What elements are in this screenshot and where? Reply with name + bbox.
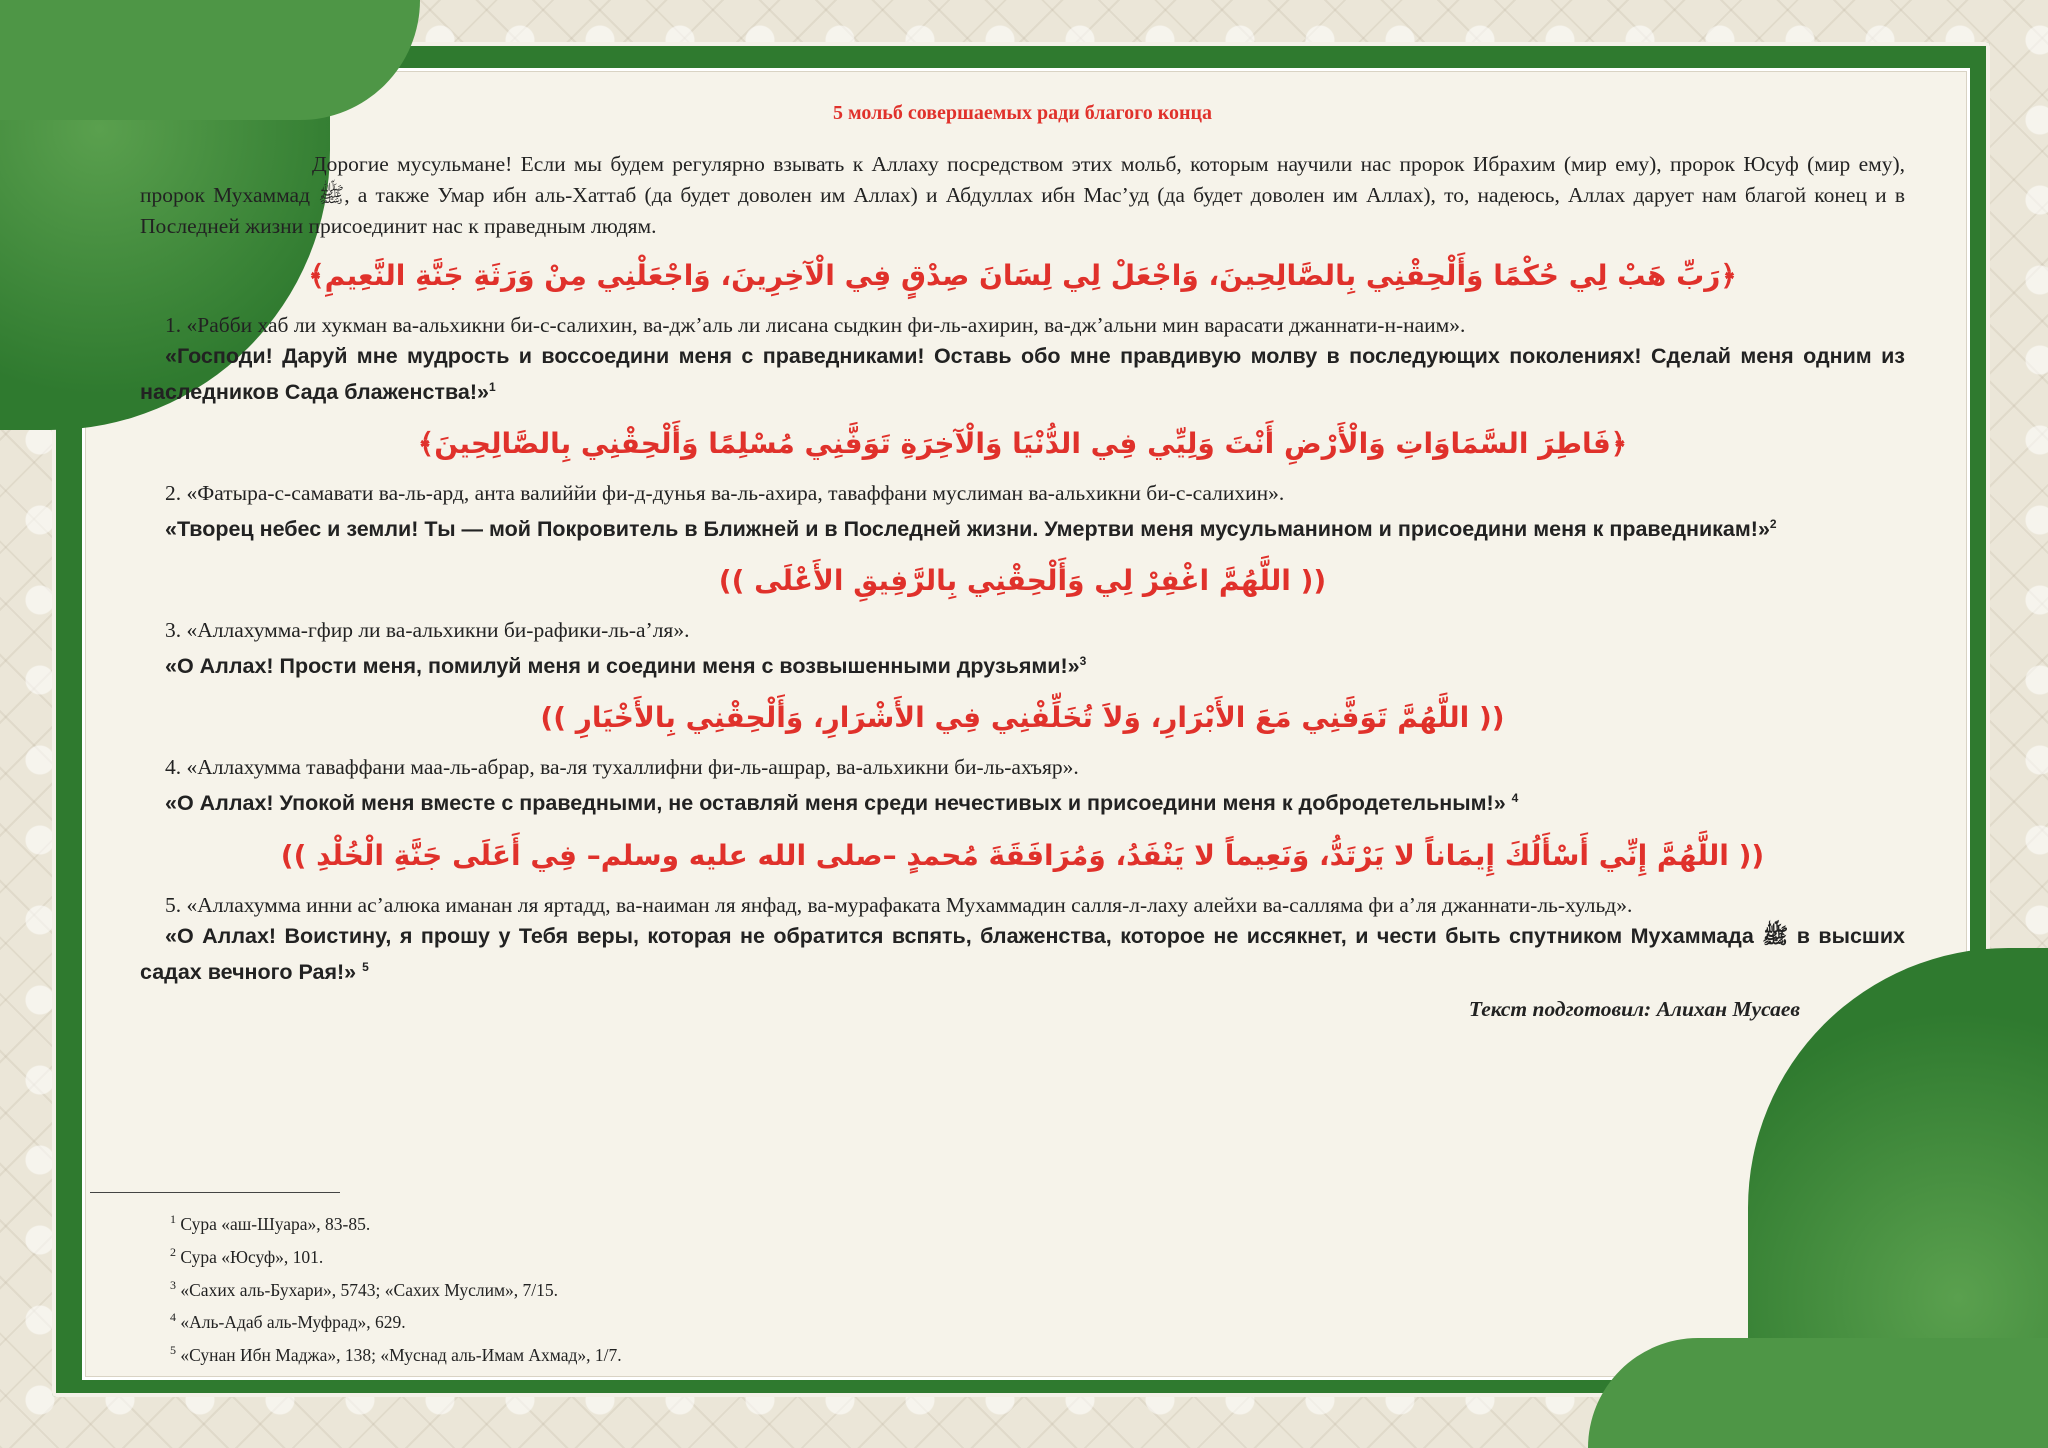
footnotes: [170, 1205, 622, 1369]
footnote-divider: [90, 1192, 340, 1193]
dua-arabic: (( اللَّهُمَّ تَوَفَّنِي مَعَ الأَبْرَارِ، وَلاَ تُخَلِّفْنِي فِي الأَشْرَارِ، وَأَلْحِقْنِي بِالأَخْيَارِ )): [540, 701, 1505, 735]
page-title: 5 мольб совершаемых ради благого конца: [832, 102, 1213, 124]
footnote-text: «Аль-Адаб аль-Муфрад», 629.: [180, 1312, 406, 1333]
footnote-ref: 5: [362, 959, 369, 974]
footnote-ref: 4: [1511, 791, 1519, 806]
footnote-ref: 3: [1079, 654, 1087, 669]
footnote-text: «Сахих аль-Бухари», 5743; «Сахих Муслим», 7/15.: [180, 1279, 559, 1300]
footnote-number: 3: [170, 1277, 176, 1292]
footnote-number: 2: [170, 1244, 176, 1259]
dua-transliteration: 5. «Аллахумма инни ас’алюка иманан ля яртадд, ва-наиман ля янфад, ва-мурафаката Мухаммадин салля-л-лаху алейхи ва-салляма фи а’ля джаннати-ль-хульд».: [165, 892, 1633, 917]
dua-meaning-text: «О Аллах! Прости меня, помилуй меня и соедини меня с возвышенными друзьями!»: [165, 654, 1080, 679]
dua-2: [140, 422, 1905, 545]
dua-transliteration: 2. «Фатыра-с-самавати ва-ль-ард, анта валиййи фи-д-дунья ва-ль-ахира, таваффани муслиман ва-альхикни би-с-салихин».: [165, 481, 1285, 506]
footnote-item: [170, 1238, 622, 1271]
dua-meaning-text: «О Аллах! Упокой меня вместе с праведными, не оставляй меня среди нечестивых и присоедини меня к добродетельным!»: [165, 791, 1506, 816]
dua-meaning: [140, 646, 1905, 682]
document-body: [140, 90, 1905, 1025]
dua-4: [140, 696, 1905, 819]
dua-transliteration: 1. «Рабби хаб ли хукман ва-альхикни би-с-салихин, ва-дж’аль ли лисана сыдкин фи-ль-ахирин, ва-дж’альни мин варасати джаннати-н-наим».: [165, 313, 1466, 337]
footnote-number: 5: [170, 1343, 176, 1358]
dua-arabic: (( اللَّهُمَّ إِنِّي أَسْأَلُكَ إِيمَاناً لا يَرْتَدُّ، وَنَعِيماً لا يَنْفَدُ، وَمُرَافَقَةَ مُحمدٍ –صلى الله عليه وسلم– فِي أَعَلَى جَنَّةِ الْخُلْدِ )): [280, 838, 1765, 872]
dua-meaning-text: «Господи! Даруй мне мудрость и воссоедини меня с праведниками! Оставь обо мне правдивую молву в последующих поколениях! Сделай меня одним из наследников Сада блаженства!»: [140, 344, 1905, 405]
footnote-ref: 2: [1769, 517, 1777, 532]
dua-5: [140, 834, 1905, 988]
footnote-item: [170, 1205, 622, 1238]
footnote-text: «Сунан Ибн Маджа», 138; «Муснад аль-Имам Ахмад», 1/7.: [180, 1345, 622, 1366]
footnote-ref: 1: [488, 380, 496, 394]
dua-3: [140, 559, 1905, 682]
footnote-item: [170, 1303, 622, 1336]
footnote-item: [170, 1271, 622, 1304]
footnote-number: 1: [170, 1212, 176, 1226]
corner-ornament-bottom-right-arch: [1588, 1338, 2048, 1448]
dua-meaning: [140, 341, 1905, 408]
dua-transliteration: 4. «Аллахумма таваффани маа-ль-абрар, ва-ля тухаллифни фи-ль-ашрар, ва-альхикни би-ль-ахъяр».: [165, 755, 1079, 780]
dua-transliteration: 3. «Аллахумма-гфир ли ва-альхикни би-рафики-ль-а’ля».: [165, 618, 690, 643]
dua-arabic: ﴿فَاطِرَ السَّمَاوَاتِ وَالْأَرْضِ أَنْتَ وَلِيِّي فِي الدُّنْيَا وَالْآخِرَةِ تَوَفَّنِي مُسْلِمًا وَأَلْحِقْنِي بِالصَّالِحِينَ﴾: [417, 427, 1628, 461]
dua-meaning: [140, 921, 1905, 988]
footnote-item: [170, 1336, 622, 1369]
dua-meaning-text: «О Аллах! Воистину, я прошу у Тебя веры, которая не обратится вспять, блаженства, которое не иссякнет, и чести быть спутником Мухаммада ﷺ в высших садах вечного Рая!»: [140, 923, 1905, 984]
footnote-text: Сура «аш-Шуара», 83-85.: [180, 1213, 371, 1234]
author-credit: Текст подготовил: Алихан Мусаев: [1468, 996, 1800, 1021]
intro-paragraph: Дорогие мусульмане! Если мы будем регулярно взывать к Аллаху посредством этих мольб, которым научили нас пророк Ибрахим (мир ему), пророк Юсуф (мир ему), пророк Мухаммад ﷺ, а также Умар ибн аль-Хаттаб (да будет доволен им Аллах) и Абдуллах ибн Мас’уд (да будет доволен им Аллах), то, надеюсь, Аллах дарует нам благой конец и в Последней жизни присоединит нас к праведным людям.: [140, 152, 1905, 238]
dua-arabic: (( اللَّهُمَّ اغْفِرْ لِي وَأَلْحِقْنِي بِالرَّفِيقِ الأَعْلَى )): [718, 564, 1327, 598]
footnote-number: 4: [170, 1310, 176, 1325]
dua-meaning: [140, 783, 1905, 819]
dua-meaning: [140, 509, 1905, 545]
dua-arabic: ﴿رَبِّ هَبْ لِي حُكْمًا وَأَلْحِقْنِي بِالصَّالِحِينَ، وَاجْعَلْ لِي لِسَانَ صِدْقٍ فِي الْآخِرِينَ، وَاجْعَلْنِي مِنْ وَرَثَةِ جَنَّةِ النَّعِيمِ﴾: [308, 259, 1737, 292]
footnote-text: Сура «Юсуф», 101.: [180, 1246, 324, 1267]
dua-meaning-text: «Творец небес и земли! Ты — мой Покровитель в Ближней и в Последней жизни. Умертви меня мусульманином и присоедини меня к праведникам!»: [165, 517, 1770, 542]
dua-1: [140, 254, 1905, 408]
